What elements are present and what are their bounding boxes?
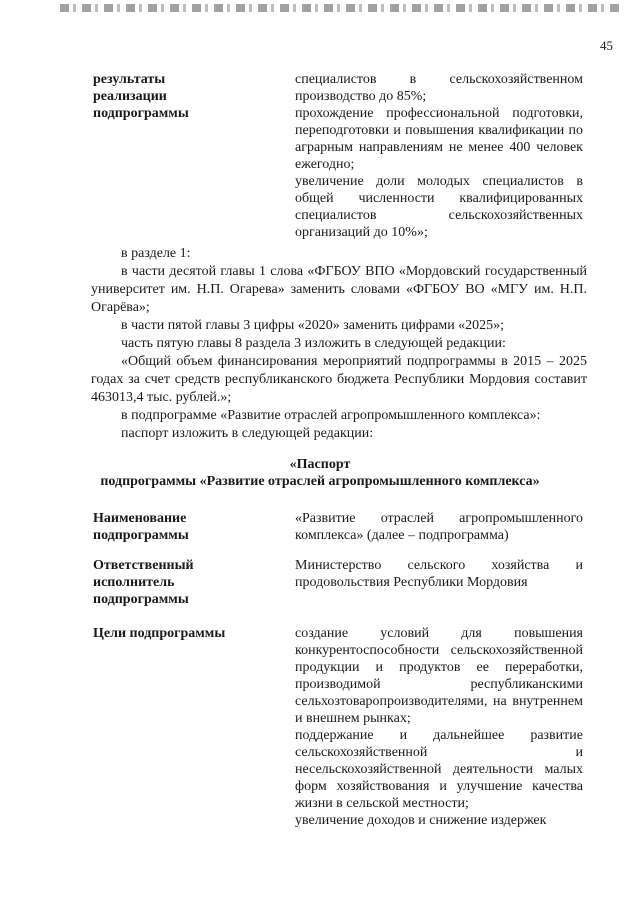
body-paragraph: в части пятой главы 3 цифры «2020» заменить цифрами «2025»; bbox=[121, 318, 505, 333]
results-label: результаты реализации подпрограммы bbox=[93, 72, 189, 121]
responsible-label: Ответственный исполнитель подпрограммы bbox=[93, 558, 194, 607]
amendments-text bbox=[91, 245, 587, 443]
responsible-value: Министерство сельского хозяйства и продовольствия Республики Мордовия bbox=[295, 558, 583, 590]
page-number: 45 bbox=[600, 38, 613, 53]
body-paragraph: в разделе 1: bbox=[121, 246, 191, 261]
results-paragraph: увеличение доли молодых специалистов в общей численности квалифицированных специалистов сельскохозяйственных организаций до 10%»; bbox=[295, 174, 583, 240]
body-paragraph: «Общий объем финансирования мероприятий подпрограммы в 2015 – 2025 годах за счет средств республиканского бюджета Республики Мордовия составит 463013,4 тыс. рублей.»; bbox=[91, 354, 587, 405]
goals-paragraph: поддержание и дальнейшее развитие сельскохозяйственной и несельскохозяйственной деятельности малых форм хозяйствования и улучшение качества жизни в сельской местности; bbox=[295, 728, 583, 811]
goals-label: Цели подпрограммы bbox=[93, 626, 226, 641]
body-paragraph: часть пятую главы 8 раздела 3 изложить в следующей редакции: bbox=[121, 336, 506, 351]
results-value bbox=[295, 71, 583, 241]
name-value: «Развитие отраслей агропромышленного комплекса» (далее – подпрограмма) bbox=[295, 511, 583, 543]
results-paragraph: специалистов в сельскохозяйственном производство до 85%; bbox=[295, 72, 583, 104]
goals-paragraph: создание условий для повышения конкурентоспособности сельскохозяйственной продукции и продуктов ее переработки, производимой республиканскими сельхозтоваропроизводителями, на внутреннем и внешнем рынках; bbox=[295, 626, 583, 726]
passport-subtitle: подпрограммы «Развитие отраслей агропромышленного комплекса» bbox=[100, 474, 540, 489]
goals-value bbox=[295, 625, 583, 829]
body-paragraph: паспорт изложить в следующей редакции: bbox=[121, 426, 374, 441]
body-paragraph: в подпрограмме «Развитие отраслей агропромышленного комплекса»: bbox=[121, 408, 541, 423]
name-label: Наименование подпрограммы bbox=[93, 511, 189, 543]
scan-edge-artifact bbox=[60, 4, 620, 12]
body-paragraph: в части десятой главы 1 слова «ФГБОУ ВПО «Мордовский государственный университет им. Н.П. Огарева» заменить словами «ФГБОУ ВО «МГУ им. Н.П. Огарёва»; bbox=[91, 264, 587, 315]
goals-paragraph: увеличение доходов и снижение издержек bbox=[295, 813, 547, 828]
passport-title: «Паспорт bbox=[289, 457, 351, 472]
results-paragraph: прохождение профессиональной подготовки, переподготовки и повышения квалификации по аграрным направлениям не менее 400 человек ежегодно; bbox=[295, 106, 583, 172]
